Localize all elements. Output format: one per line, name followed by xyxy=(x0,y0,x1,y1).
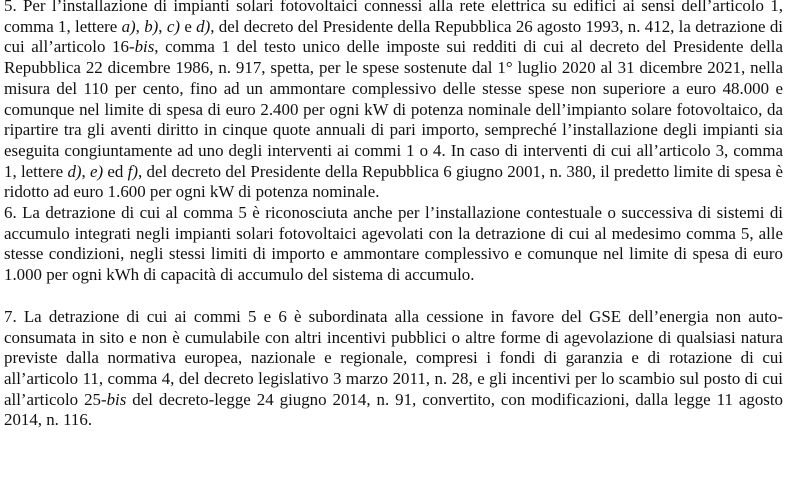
segment: 5. Per l’installazione di impianti solari fotovoltaici connessi alla rete elettrica su edifici ai sensi dell’articolo 1, comma 1, lettere xyxy=(4,0,783,36)
segment: , xyxy=(81,161,91,181)
italic-letter: f) xyxy=(127,161,138,181)
segment: , del decreto del Presidente della Repubblica 6 giugno 2001, n. 380, il predetto limite di spesa è ridotto ad euro 1.600 per ogni kW di potenza nominale. xyxy=(4,161,784,202)
italic-letter: c) xyxy=(166,16,180,36)
italic-suffix: bis xyxy=(106,389,127,409)
segment: 6. La detrazione di cui al comma 5 è riconosciuta anche per l’installazione contestuale o successiva di sistemi di accumulo integrati negli impianti solari fotovoltaici agevolati con la detrazione di cui al medesimo comma 5, alle stesse condizioni, negli stessi limiti di importo e ammontare complessivo e comunque nel limite di spesa di euro 1.000 per ogni kWh di capacità di accumulo del sistema di accumulo. xyxy=(4,203,783,285)
italic-letter: d) xyxy=(196,16,211,36)
segment: ed xyxy=(103,161,128,181)
paragraph-5 xyxy=(4,0,783,203)
segment: , comma 1 del testo unico delle imposte sui redditi di cui al decreto del Presidente della Repubblica 22 dicembre 1986, n. 917, spetta, per le spese sostenute dal 1° luglio 2020 al 31 dicembre 2021, nella misura del 110 per cento, fino ad un ammontare complessivo delle stesse spese non superiore a euro 48.000 e comunque nel limite di spesa di euro 2.400 per ogni kW di potenza nominale dell’impianto solare fotovoltaico, da ripartire tra gli aventi diritto in cinque quote annuali di pari importo, sempreché l’installazione degli impianti sia eseguita congiuntamente ad uno degli interventi ai commi 1 o 4. In caso di interventi di cui all’articolo 3, comma 1, lettere xyxy=(4,37,783,181)
italic-suffix: bis xyxy=(134,37,155,57)
segment: e xyxy=(179,16,197,36)
paragraph-6 xyxy=(4,203,783,286)
italic-letter: d) xyxy=(67,161,82,181)
segment: del decreto-legge 24 giugno 2014, n. 91, convertito, con modificazioni, dalla legge 11 agosto 2014, n. 116. xyxy=(4,389,783,430)
italic-letter: a) xyxy=(121,16,136,36)
paragraph-7 xyxy=(4,307,783,431)
italic-letter: b) xyxy=(144,16,159,36)
segment: , xyxy=(158,16,167,36)
segment: 7. La detrazione di cui ai commi 5 e 6 è subordinata alla cessione in favore del GSE dell’energia non auto-consumata in sito e non è cumulabile con altri incentivi pubblici o altre forme di agevolazione di qualsiasi natura previste dalla normativa europea, nazionale e regionale, compresi i fondi di garanzia e di rotazione di cui all’articolo 11, comma 4, del decreto legislativo 3 marzo 2011, n. 28, e gli incentivi per lo scambio sul posto di cui all’articolo 25- xyxy=(4,306,783,409)
segment: , del decreto del Presidente della Repubblica 26 agosto 1993, n. 412, la detrazione di cui all’articolo 16- xyxy=(4,16,784,57)
segment: , xyxy=(135,16,145,36)
italic-letter: e) xyxy=(90,161,104,181)
